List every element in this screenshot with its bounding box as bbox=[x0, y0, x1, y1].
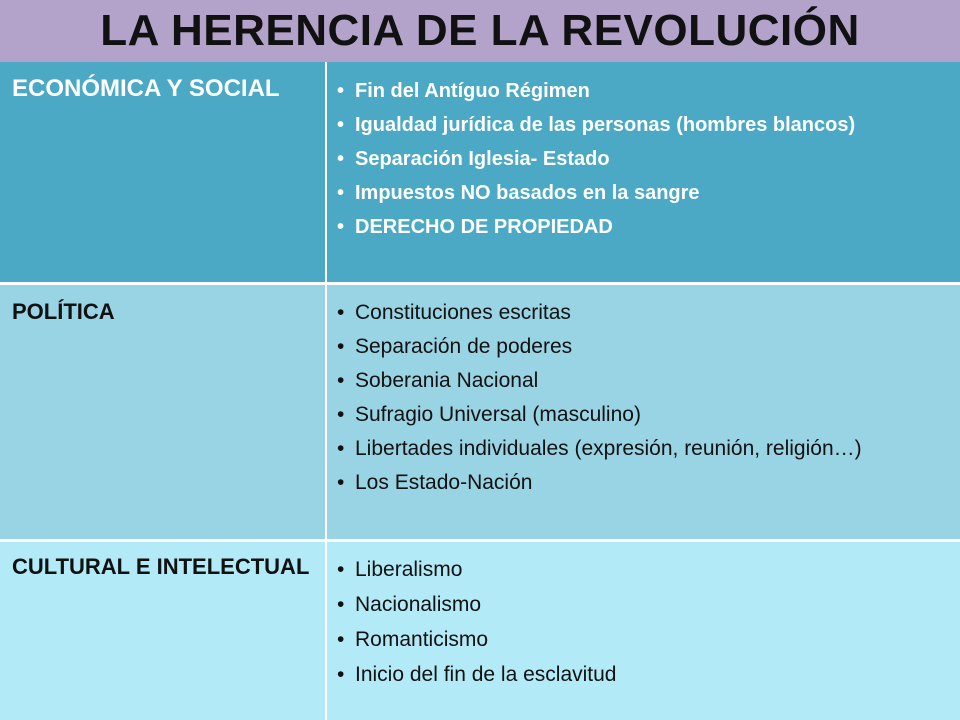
list-item bbox=[337, 364, 897, 398]
list-item bbox=[337, 330, 897, 364]
bullet-icon: • bbox=[337, 148, 345, 170]
bullet-icon: • bbox=[337, 663, 345, 686]
bullet-icon: • bbox=[337, 182, 345, 204]
list-item-text: Constituciones escritas bbox=[355, 301, 571, 324]
list-item-text: Liberalismo bbox=[355, 558, 463, 581]
bullet-icon: • bbox=[337, 437, 345, 460]
list-item bbox=[337, 398, 897, 432]
list-item bbox=[337, 142, 897, 176]
list-item-text: Nacionalismo bbox=[355, 593, 482, 616]
table-row-politica bbox=[0, 285, 960, 542]
title-bar bbox=[0, 0, 960, 62]
table-row-cultural-intelectual bbox=[0, 542, 960, 720]
bullet-icon: • bbox=[337, 114, 345, 136]
column-divider bbox=[325, 285, 327, 539]
list-item-text: Romanticismo bbox=[355, 628, 489, 651]
bullet-icon: • bbox=[337, 301, 345, 324]
bullet-icon: • bbox=[337, 558, 345, 581]
list-item-text: Libertades individuales (expresión, reunión, religión…) bbox=[355, 437, 862, 460]
item-list-economica-social bbox=[337, 74, 897, 244]
table-row-economica-social bbox=[0, 62, 960, 285]
bullet-icon: • bbox=[337, 593, 345, 616]
row-label-economica-social: ECONÓMICA Y SOCIAL bbox=[12, 75, 280, 102]
list-item-text: Igualdad jurídica de las personas (hombres blancos) bbox=[355, 114, 856, 136]
list-item-text: Fin del Antíguo Régimen bbox=[355, 80, 590, 102]
list-item-text: Separación de poderes bbox=[355, 335, 573, 358]
list-item bbox=[337, 552, 897, 587]
bullet-icon: • bbox=[337, 369, 345, 392]
list-item bbox=[337, 176, 897, 210]
list-item bbox=[337, 74, 897, 108]
bullet-icon: • bbox=[337, 335, 345, 358]
list-item-text: Los Estado-Nación bbox=[355, 471, 533, 494]
column-divider bbox=[325, 542, 327, 720]
list-item bbox=[337, 622, 897, 657]
row-label-cultural-intelectual: CULTURAL E INTELECTUAL bbox=[12, 554, 310, 579]
list-item-text: Soberania Nacional bbox=[355, 369, 539, 392]
list-item-text: DERECHO DE PROPIEDAD bbox=[355, 216, 613, 238]
column-divider bbox=[325, 62, 327, 282]
slide-title: LA HERENCIA DE LA REVOLUCIÓN bbox=[100, 6, 860, 55]
item-list-politica bbox=[337, 296, 897, 500]
list-item bbox=[337, 657, 897, 692]
bullet-icon: • bbox=[337, 628, 345, 651]
list-item-text: Separación Iglesia- Estado bbox=[355, 148, 610, 170]
list-item-text: Sufragio Universal (masculino) bbox=[355, 403, 641, 426]
list-item bbox=[337, 210, 897, 244]
bullet-icon: • bbox=[337, 80, 345, 102]
list-item bbox=[337, 296, 897, 330]
list-item bbox=[337, 587, 897, 622]
list-item bbox=[337, 466, 897, 500]
list-item bbox=[337, 108, 897, 142]
list-item bbox=[337, 432, 897, 466]
bullet-icon: • bbox=[337, 471, 345, 494]
list-item-text: Impuestos NO basados en la sangre bbox=[355, 182, 700, 204]
row-label-politica: POLÍTICA bbox=[12, 299, 115, 324]
item-list-cultural-intelectual bbox=[337, 552, 897, 692]
bullet-icon: • bbox=[337, 403, 345, 426]
list-item-text: Inicio del fin de la esclavitud bbox=[355, 663, 617, 686]
bullet-icon: • bbox=[337, 216, 345, 238]
